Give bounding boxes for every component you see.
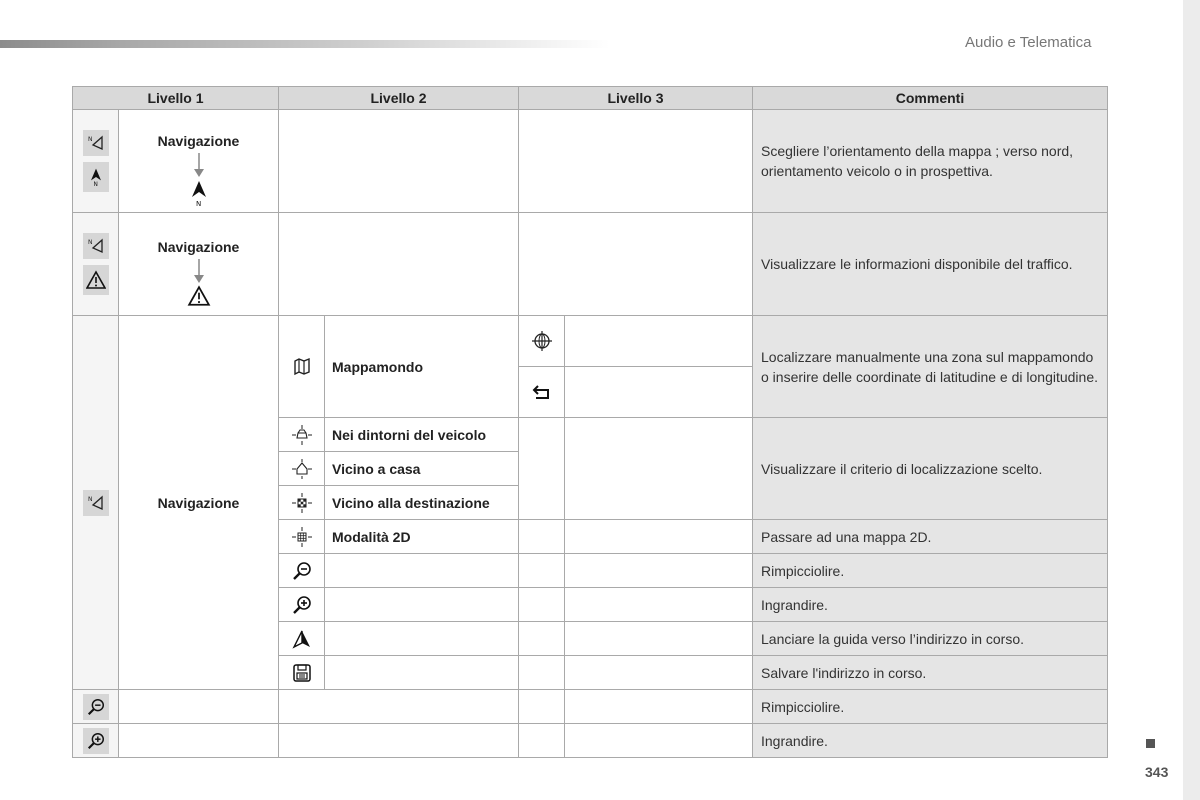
globe-map-icon	[279, 356, 324, 378]
table-row-mappamondo	[73, 316, 1108, 367]
comment-zoom-in: Ingrandire.	[753, 724, 1108, 758]
comment-guidance: Lanciare la guida verso l’indirizzo in corso.	[753, 622, 1108, 656]
table-row-orientation	[73, 110, 1108, 213]
svg-text:N: N	[87, 136, 92, 143]
table-row-zoom-in	[73, 724, 1108, 758]
label-navigazione: Navigazione	[157, 133, 240, 149]
label-mode-2d: Modalità 2D	[325, 520, 519, 554]
svg-text:N: N	[195, 200, 201, 207]
header-gradient-bar	[0, 40, 610, 48]
section-title: Audio e Telematica	[965, 34, 1092, 51]
map-orientation-icon	[83, 130, 109, 156]
comment-mappamondo: Localizzare manualmente una zona sul mappamondo o inserire delle coordinate di latitudine e di longitudine.	[753, 316, 1108, 418]
arrow-down-icon	[193, 259, 205, 285]
map-orientation-icon	[83, 233, 109, 259]
zoom-out-icon	[83, 694, 109, 720]
page-edge-strip	[1183, 0, 1200, 800]
table-row-zoom-out	[73, 690, 1108, 724]
header-livello-2: Livello 2	[279, 87, 519, 110]
comment-localization: Visualizzare il criterio di localizzazione scelto.	[753, 418, 1108, 520]
north-up-icon	[189, 179, 209, 207]
svg-text:N: N	[87, 495, 92, 503]
save-disk-icon	[279, 662, 324, 684]
comment-zoom-out: Rimpicciolire.	[753, 690, 1108, 724]
label-vicinity-vehicle: Nei dintorni del veicolo	[325, 418, 519, 452]
page-marker	[1146, 739, 1155, 748]
label-near-home: Vicino a casa	[325, 452, 519, 486]
destination-flag-icon	[279, 492, 324, 514]
label-near-destination: Vicino alla destinazione	[325, 486, 519, 520]
north-up-icon	[83, 162, 109, 192]
comment-nav-zoom-out: Rimpicciolire.	[753, 554, 1108, 588]
svg-text:N: N	[87, 239, 92, 246]
back-arrow-icon	[519, 381, 564, 403]
header-commenti: Commenti	[753, 87, 1108, 110]
arrow-down-icon	[193, 153, 205, 179]
traffic-warning-icon	[187, 285, 211, 307]
menu-table	[72, 86, 1108, 758]
label-navigazione: Navigazione	[157, 239, 240, 255]
home-location-icon	[279, 458, 324, 480]
label-mappamondo: Mappamondo	[325, 316, 519, 418]
vehicle-location-icon	[279, 424, 324, 446]
map-orientation-icon	[83, 490, 109, 516]
crosshair-globe-icon	[519, 330, 564, 352]
zoom-out-icon	[279, 560, 324, 582]
svg-text:N: N	[93, 182, 98, 187]
header-livello-1: Livello 1	[73, 87, 279, 110]
label-navigazione: Navigazione	[119, 316, 279, 690]
comment-mode-2d: Passare ad una mappa 2D.	[753, 520, 1108, 554]
comment-nav-zoom-in: Ingrandire.	[753, 588, 1108, 622]
traffic-warning-icon	[83, 265, 109, 295]
header-livello-3: Livello 3	[519, 87, 753, 110]
zoom-in-icon	[279, 594, 324, 616]
table-row-traffic	[73, 213, 1108, 316]
navigation-arrow-icon	[279, 628, 324, 650]
map-2d-icon	[279, 526, 324, 548]
comment-save: Salvare l'indirizzo in corso.	[753, 656, 1108, 690]
page-number: 343	[1145, 764, 1169, 780]
comment-traffic: Visualizzare le informazioni disponibile del traffico.	[753, 213, 1108, 316]
zoom-in-icon	[83, 728, 109, 754]
comment-orientation: Scegliere l’orientamento della mappa ; verso nord, orientamento veicolo o in prospettiva.	[753, 110, 1108, 213]
